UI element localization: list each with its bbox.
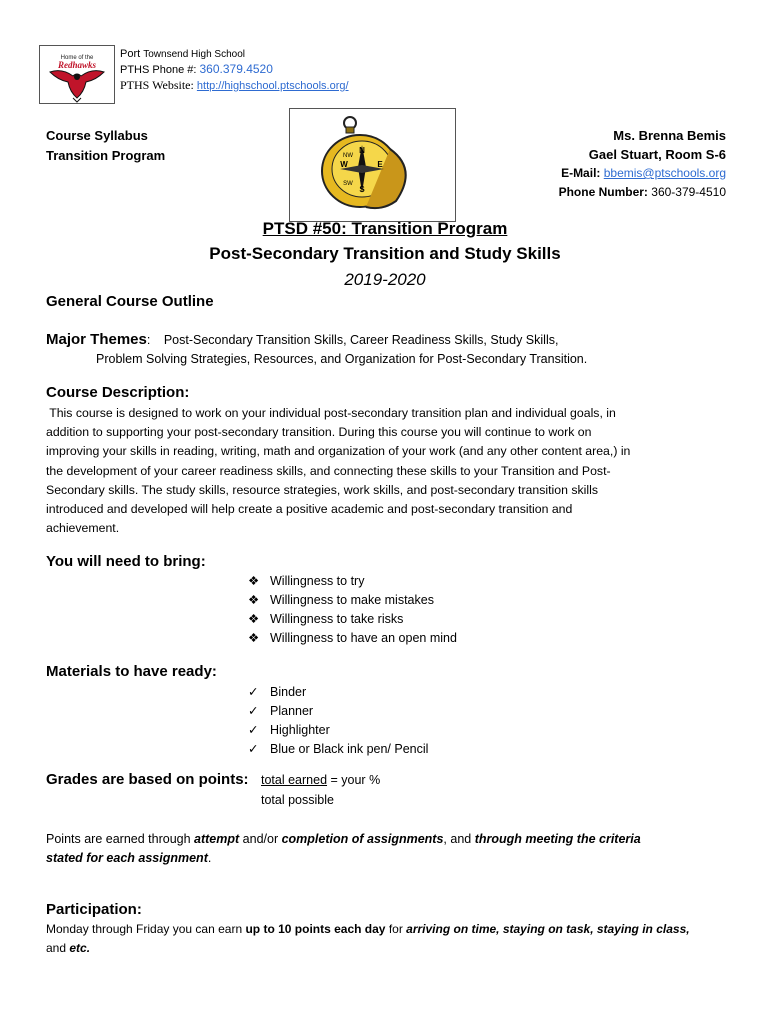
points-emphasis: attempt <box>194 832 240 846</box>
transition-program-label: Transition Program <box>46 148 166 163</box>
points-emphasis: through meeting the criteria <box>474 832 641 846</box>
diamond-bullet-icon: ❖ <box>248 593 260 607</box>
teacher-email-link[interactable]: bbemis@ptschools.org <box>603 166 726 180</box>
compass-letter-s: S <box>359 185 365 194</box>
diamond-bullet-icon: ❖ <box>248 612 260 626</box>
participation-text: Monday through Friday you can earn <box>46 922 246 936</box>
materials-item-text: Highlighter <box>270 723 330 737</box>
list-item <box>248 740 428 759</box>
bring-list <box>248 572 457 648</box>
school-website <box>120 78 349 93</box>
compass-letter-nw: NW <box>343 153 353 159</box>
grades-formula <box>261 773 380 787</box>
diamond-bullet-icon: ❖ <box>248 631 260 645</box>
bring-item-text: Willingness to take risks <box>270 612 404 626</box>
bring-item-text: Willingness to have an open mind <box>270 631 457 645</box>
course-title: PTSD #50: Transition Program <box>262 219 508 238</box>
participation-emphasis: etc. <box>69 941 91 956</box>
points-emphasis: stated for each assignment <box>46 851 208 866</box>
list-item <box>248 683 428 702</box>
points-text: Points are earned through <box>46 832 195 846</box>
bring-item-text: Willingness to try <box>270 574 365 588</box>
school-phone-label: PTHS Phone #: <box>120 64 197 76</box>
description-line: addition to supporting your post-secondary transition. During this course you will continue to work on <box>46 425 592 440</box>
teacher-room: Gael Stuart, Room S-6 <box>588 147 726 162</box>
compass-letter-w: W <box>340 160 348 169</box>
school-phone-number: 360.379.4520 <box>199 62 273 76</box>
school-name <box>120 47 245 62</box>
description-line: improving your skills in reading, writing, math and organization of your work (and any other content area,) in <box>46 444 631 459</box>
description-heading: Course Description: <box>46 384 190 401</box>
compass-letter-sw: SW <box>343 181 353 187</box>
diamond-bullet-icon: ❖ <box>248 574 260 588</box>
points-text: . <box>207 851 212 866</box>
grades-equals: = your % <box>327 773 381 787</box>
school-website-label: PTHS Website: <box>120 78 194 92</box>
grades-numerator: total earned <box>261 773 328 787</box>
materials-heading: Materials to have ready: <box>46 663 217 680</box>
list-item <box>248 610 457 629</box>
list-item <box>248 721 428 740</box>
points-emphasis: completion of assignments <box>281 832 444 846</box>
school-logo <box>39 45 115 104</box>
list-item <box>248 572 457 591</box>
school-phone <box>120 62 273 77</box>
major-themes-line2: Problem Solving Strategies, Resources, and Organization for Post-Secondary Transition. <box>96 352 588 366</box>
participation-emphasis: up to 10 points each day <box>245 922 386 936</box>
school-website-link[interactable]: http://highschool.ptschools.org/ <box>196 80 349 92</box>
course-subtitle: Post-Secondary Transition and Study Skills <box>209 244 561 263</box>
major-themes-colon: : <box>146 333 151 347</box>
phone-label: Phone Number: <box>558 185 648 199</box>
list-item <box>248 702 428 721</box>
logo-text-top: Home of the <box>60 55 94 61</box>
description-line: introduced and developed will help create a positive academic and post-secondary transition and <box>46 502 573 517</box>
course-syllabus-label: Course Syllabus <box>46 128 148 143</box>
compass-image <box>289 108 456 222</box>
description-line: the development of your career readiness skills, and connecting these skills to your Transition and Post- <box>46 463 611 478</box>
checkmark-icon: ✓ <box>248 704 259 718</box>
teacher-contact <box>559 126 726 202</box>
major-themes <box>46 331 558 348</box>
grades-denominator: total possible <box>261 793 334 807</box>
participation-text: and <box>46 941 70 956</box>
description-body <box>46 404 726 538</box>
outline-heading: General Course Outline <box>46 293 214 310</box>
major-themes-text1: Post-Secondary Transition Skills, Career Readiness Skills, Study Skills, <box>163 333 559 347</box>
logo-text-main: Redhawks <box>57 60 97 70</box>
bring-heading: You will need to bring: <box>46 553 206 570</box>
checkmark-icon: ✓ <box>248 723 259 737</box>
materials-item-text: Planner <box>270 704 314 718</box>
participation-heading: Participation: <box>46 901 142 918</box>
points-text: and/or <box>239 832 282 846</box>
bring-item-text: Willingness to make mistakes <box>270 593 434 607</box>
list-item <box>248 629 457 648</box>
school-name-part1: Port <box>120 48 141 60</box>
teacher-name: Ms. Brenna Bemis <box>613 128 726 143</box>
materials-list <box>248 683 428 759</box>
checkmark-icon: ✓ <box>248 685 259 699</box>
major-themes-label: Major Themes <box>46 331 147 348</box>
points-paragraph <box>46 830 726 868</box>
compass-letter-n: N <box>359 146 365 155</box>
participation-text: for <box>385 922 407 936</box>
redhawk-bird-icon <box>50 71 104 102</box>
compass-letter-e: E <box>377 160 383 169</box>
email-label: E-Mail: <box>561 166 601 180</box>
grades-heading: Grades are based on points: <box>46 771 249 788</box>
list-item <box>248 591 457 610</box>
course-header-left <box>46 126 165 166</box>
materials-item-text: Blue or Black ink pen/ Pencil <box>270 742 429 756</box>
school-year: 2019-2020 <box>344 270 426 289</box>
materials-item-text: Binder <box>270 685 307 699</box>
description-line: achievement. <box>46 521 120 536</box>
checkmark-icon: ✓ <box>248 742 259 756</box>
points-text: , and <box>443 832 475 846</box>
participation-emphasis: arriving on time, staying on task, staying in class, <box>406 922 690 936</box>
participation-paragraph <box>46 920 726 958</box>
compass-icon <box>322 117 406 208</box>
description-line: This course is designed to work on your individual post-secondary transition plan and individual goals, in <box>46 406 616 420</box>
description-line: Secondary skills. The study skills, resource strategies, work skills, and post-secondary transition skills <box>46 482 598 497</box>
school-name-part2: Townsend High School <box>143 49 245 60</box>
teacher-phone: 360-379-4510 <box>651 185 726 199</box>
